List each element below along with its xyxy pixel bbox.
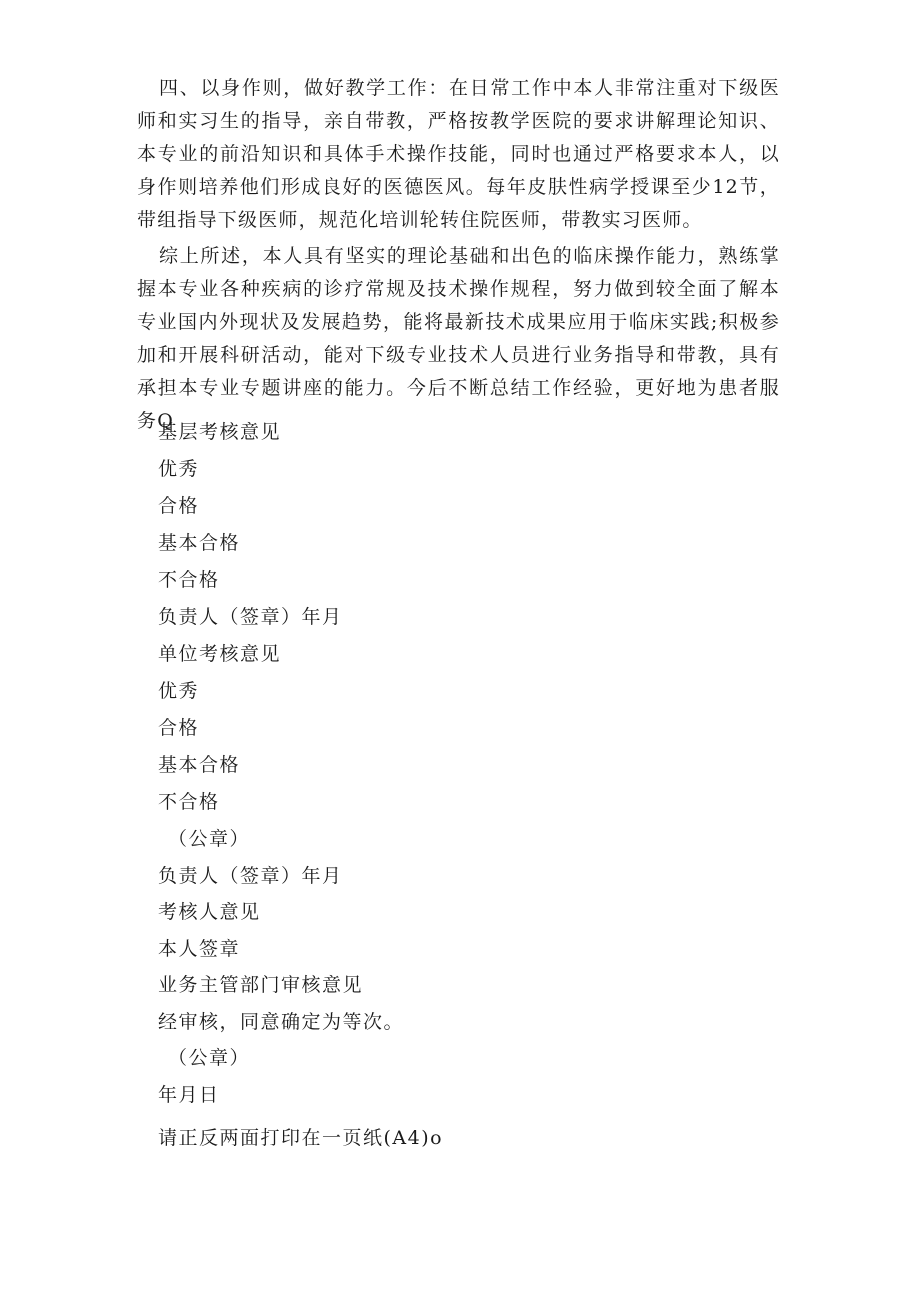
date-line: 年月日 xyxy=(158,1084,220,1106)
option-excellent: 优秀 xyxy=(158,458,200,480)
official-seal-label: （公章） xyxy=(168,828,251,850)
signature-line-responsible: 负责人（签章）年月 xyxy=(158,865,343,887)
paragraph-teaching-work: 四、以身作则，做好教学工作：在日常工作中本人非常注重对下级医师和实习生的指导，亲自带教，严格按教学医院的要求讲解理论知识、本专业的前沿知识和具体手术操作技能，同时也通过严格要求本人，以身作则培养他们形成良好的医德医风。每年皮肤性病学授课至少12节，带组指导下级医师，规范化培训轮转住院医师，带教实习医师。 xyxy=(137,77,780,231)
label-department-review: 业务主管部门审核意见 xyxy=(158,974,364,996)
label-personal-signature: 本人签章 xyxy=(158,938,241,960)
signature-line-responsible: 负责人（签章）年月 xyxy=(158,606,343,628)
print-instruction: 请正反两面打印在一页纸(A4)o xyxy=(158,1127,444,1149)
option-qualified: 合格 xyxy=(158,717,200,739)
review-conclusion-text: 经审核，同意确定为等次。 xyxy=(158,1011,405,1033)
label-reviewer-opinion: 考核人意见 xyxy=(158,901,261,923)
label-grassroots-review: 基层考核意见 xyxy=(158,421,282,443)
official-seal-label: （公章） xyxy=(168,1047,251,1069)
option-unqualified: 不合格 xyxy=(158,569,220,591)
option-basically-qualified: 基本合格 xyxy=(158,754,241,776)
option-excellent: 优秀 xyxy=(158,680,200,702)
label-unit-review: 单位考核意见 xyxy=(158,643,282,665)
option-unqualified: 不合格 xyxy=(158,791,220,813)
option-qualified: 合格 xyxy=(158,495,200,517)
option-basically-qualified: 基本合格 xyxy=(158,532,241,554)
paragraph-summary: 综上所述，本人具有坚实的理论基础和出色的临床操作能力，熟练掌握本专业各种疾病的诊疗常规及技术操作规程，努力做到较全面了解本专业国内外现状及发展趋势，能将最新技术成果应用于临床实践;积极参加和开展科研活动，能对下级专业技术人员进行业务指导和带教，具有承担本专业专题讲座的能力。今后不断总结工作经验，更好地为患者服务Q xyxy=(137,245,780,432)
